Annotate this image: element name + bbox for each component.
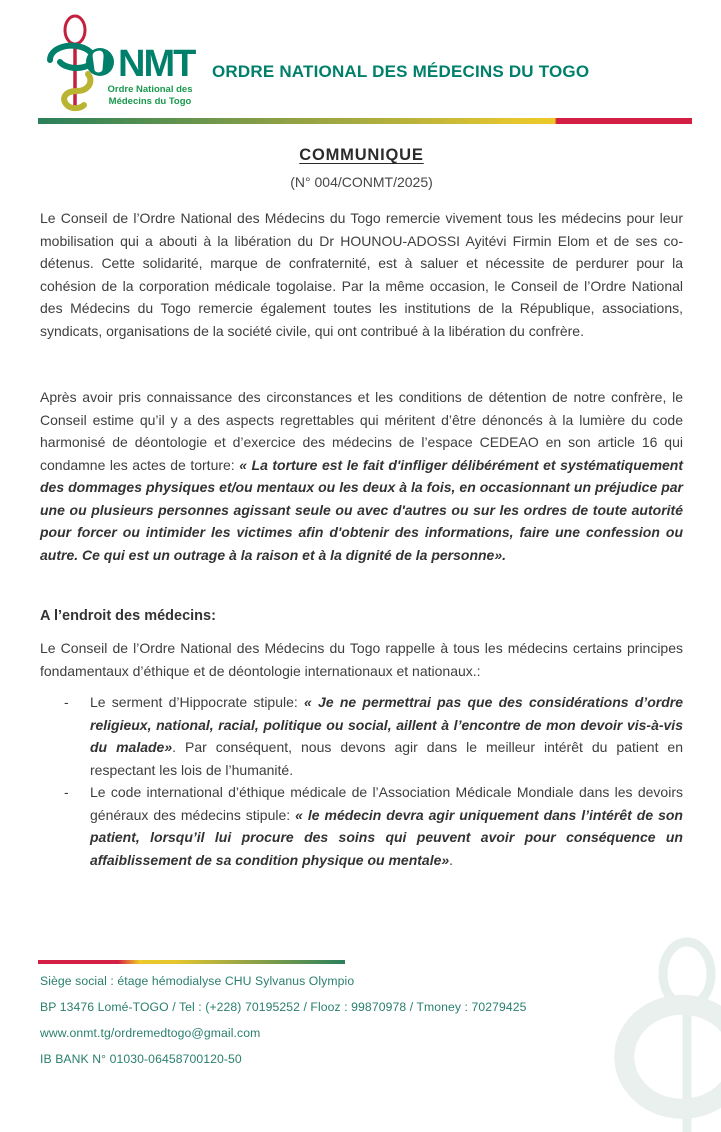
footer-address: Siège social : étage hémodialyse CHU Sylvanus Olympio (40, 974, 355, 988)
paragraph-torture (40, 386, 683, 566)
bullet-hippocrate-intro: Le serment d’Hippocrate stipule: (90, 694, 305, 710)
header (0, 0, 721, 114)
section-heading-medecins: A l’endroit des médecins: (40, 608, 216, 624)
watermark-logo-icon (567, 932, 721, 1132)
hippocrate-quote: « Je ne permettrai pas que des considérations d’ordre religieux, national, racial, politique ou social, aillent à l’encontre de mon devoir vis-à-vis du malade» (90, 694, 683, 755)
code-ethique-quote: « le médecin devra agir uniquement dans l’intérêt de son patient, lorsqu’il lui procure des soins qui peuvent avoir pour conséquence un affaiblissement de sa condition physique ou mentale» (90, 806, 683, 868)
footer-web-email: www.onmt.tg/ordremedtogo@gmail.com (40, 1026, 261, 1040)
flag-divider-bottom (38, 960, 345, 964)
bullet-dash: - (64, 784, 69, 800)
principles-list (40, 691, 683, 871)
communique-body (40, 146, 683, 871)
logo-caption-line1: Ordre National des (107, 84, 193, 95)
doc-title: COMMUNIQUE (299, 146, 424, 164)
org-title: ORDRE NATIONAL DES MÉDECINS DU TOGO (212, 62, 590, 81)
bullet-code-rest: . (449, 851, 454, 868)
bullet-code-intro: Le code international d’éthique médicale de l’Association Médicale Mondiale dans les devoirs généraux des médecins stipule: (90, 784, 683, 823)
logo-caption-line2: Médecins du Togo (108, 96, 192, 107)
flag-divider-top (38, 118, 692, 124)
list-item (64, 781, 683, 871)
footer-bank-account: IB BANK N° 01030-06458700120-50 (40, 1052, 242, 1066)
paragraph-torture-intro: Après avoir pris connaissance des circonstances et les conditions de détention de notre confrère, le Conseil estime qu’il y a des aspects regrettables qui méritent d’être dénoncés à la lumière du code harmonisé de déontologie et d’exercice des médecins de l’espace CEDEAO en son article 16 qui condamne les actes de torture: (40, 389, 683, 473)
bullet-dash: - (64, 694, 69, 710)
torture-definition-quote: « La torture est le fait d'infliger délibérément et systématiquement des dommages physiques et/ou mentaux ou les deux à la fois, en occasionnant un préjudice par une ou plusieurs personnes agissant seule ou avec d'autres ou sur les ordres de toute autorité pour forcer ou intimider les victimes afin d'obtenir des informations, faire une confession ou autre. Ce qui est un outrage à la raison et à la dignité de la personne». (40, 456, 684, 563)
doc-reference: (N° 004/CONMT/2025) (290, 174, 433, 190)
footer-contacts: BP 13476 Lomé-TOGO / Tel : (+228) 70195252 / Flooz : 99870978 / Tmoney : 70279425 (40, 1000, 527, 1014)
paragraph-thanks: Le Conseil de l’Ordre National des Médecins du Togo remercie vivement tous les médecins pour leur mobilisation qui a abouti à la libération du Dr HOUNOU-ADOSSI Ayitévi Firmin Elom et de ses co-détenus. Cette solidarité, marque de confraternité, est à saluer et nécessite de perdurer pour la cohésion de la corporation médicale togolaise. Par la même occasion, le Conseil de l’Ordre National des Médecins du Togo remercie également toutes les institutions de la République, associations, syndicats, organisations de la société civile, qui ont contribué à la libération du confrère. (40, 210, 683, 339)
onmt-logo-icon (38, 12, 208, 114)
bullet-hippocrate-rest: . Par conséquent, nous devons agir dans le meilleur intérêt du patient en respectant les lois de l’humanité. (90, 739, 684, 778)
bullet-code-ethique (90, 781, 683, 871)
footer (40, 974, 527, 1078)
list-item (64, 691, 683, 781)
paragraph-principles: Le Conseil de l’Ordre National des Médecins du Togo rappelle à tous les médecins certains principes fondamentaux d’éthique et de déontologie internationaux et nationaux.: (40, 640, 683, 679)
bullet-hippocrate (90, 691, 683, 781)
logo-acronym: NMT (118, 43, 195, 85)
